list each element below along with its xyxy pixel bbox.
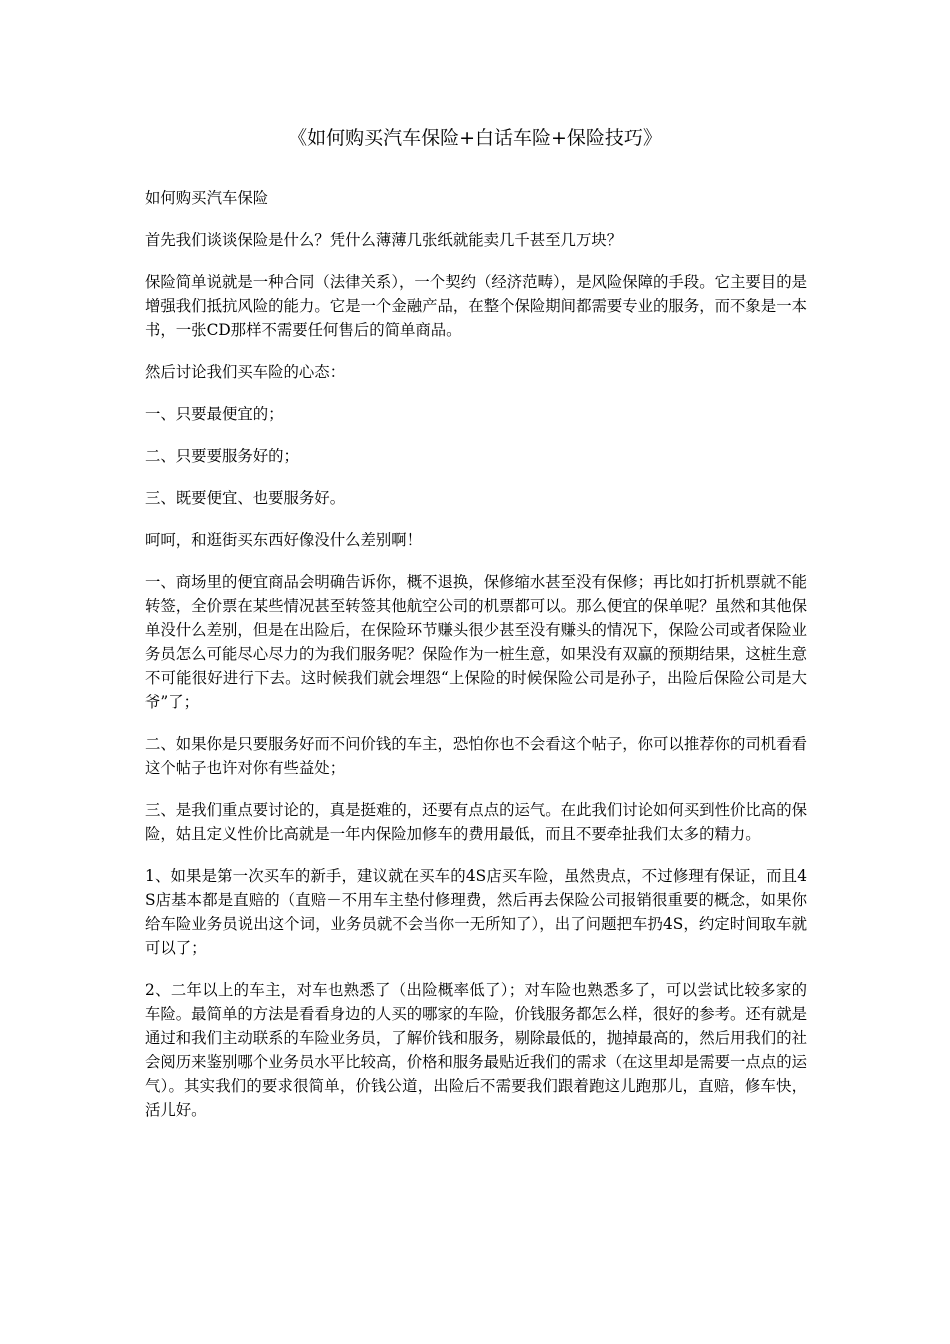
paragraph: 一、只要最便宜的； [145, 405, 284, 423]
paragraph: 二、如果你是只要服务好而不问价钱的车主，恐怕你也不会看这个帖子，你可以推荐你的司机看看这个帖子也许对你有些益处； [145, 735, 807, 777]
paragraph: 呵呵，和逛街买东西好像没什么差别啊！ [145, 531, 423, 549]
paragraph: 一、商场里的便宜商品会明确告诉你，概不退换，保修缩水甚至没有保修；再比如打折机票就不能转签，全价票在某些情况甚至转签其他航空公司的机票都可以。那么便宜的保单呢？虽然和其他保单没什么差别，但是在出险后，在保险环节赚头很少甚至没有赚头的情况下，保险公司或者保险业务员怎么可能尽心尽力的为我们服务呢？保险作为一桩生意，如果没有双赢的预期结果，这桩生意不可能很好进行下去。这时候我们就会埋怨“上保险的时候保险公司是孙子，出险后保险公司是大爷”了； [145, 573, 807, 711]
paragraph: 首先我们谈谈保险是什么？凭什么薄薄几张纸就能卖几千甚至几万块？ [145, 231, 623, 249]
paragraph: 2、二年以上的车主，对车也熟悉了（出险概率低了）；对车险也熟悉多了，可以尝试比较多家的车险。最简单的方法是看看身边的人买的哪家的车险，价钱服务都怎么样，很好的参考。还有就是通过和我们主动联系的车险业务员，了解价钱和服务，剔除最低的，抛掉最高的，然后用我们的社会阅历来鉴别哪个业务员水平比较高，价格和服务最贴近我们的需求（在这里却是需要一点点的运气）。其实我们的要求很简单，价钱公道，出险后不需要我们跟着跑这儿跑那儿，直赔，修车快，活儿好。 [145, 981, 807, 1119]
paragraph: 三、既要便宜、也要服务好。 [145, 489, 346, 507]
document-title: 《如何购买汽车保险+白话车险+保险技巧》 [288, 127, 662, 149]
paragraph: 保险简单说就是一种合同（法律关系），一个契约（经济范畴），是风险保障的手段。它主要目的是增强我们抵抗风险的能力。它是一个金融产品，在整个保险期间都需要专业的服务，而不象是一本书，一张CD那样不需要任何售后的简单商品。 [145, 273, 807, 339]
paragraph-heading: 如何购买汽车保险 [145, 189, 269, 207]
paragraph: 1、如果是第一次买车的新手，建议就在买车的4S店买车险，虽然贵点，不过修理有保证，而且4S店基本都是直赔的（直赔－不用车主垫付修理费，然后再去保险公司报销很重要的概念，如果你给车险业务员说出这个词，业务员就不会当你一无所知了），出了问题把车扔4S，约定时间取车就可以了； [145, 867, 807, 957]
paragraph: 三、是我们重点要讨论的，真是挺难的，还要有点点的运气。在此我们讨论如何买到性价比高的保险，姑且定义性价比高就是一年内保险加修车的费用最低，而且不要牵扯我们太多的精力。 [145, 801, 807, 843]
paragraph: 二、只要要服务好的； [145, 447, 299, 465]
document-body [145, 186, 807, 1140]
paragraph: 然后讨论我们买车险的心态： [145, 363, 346, 381]
